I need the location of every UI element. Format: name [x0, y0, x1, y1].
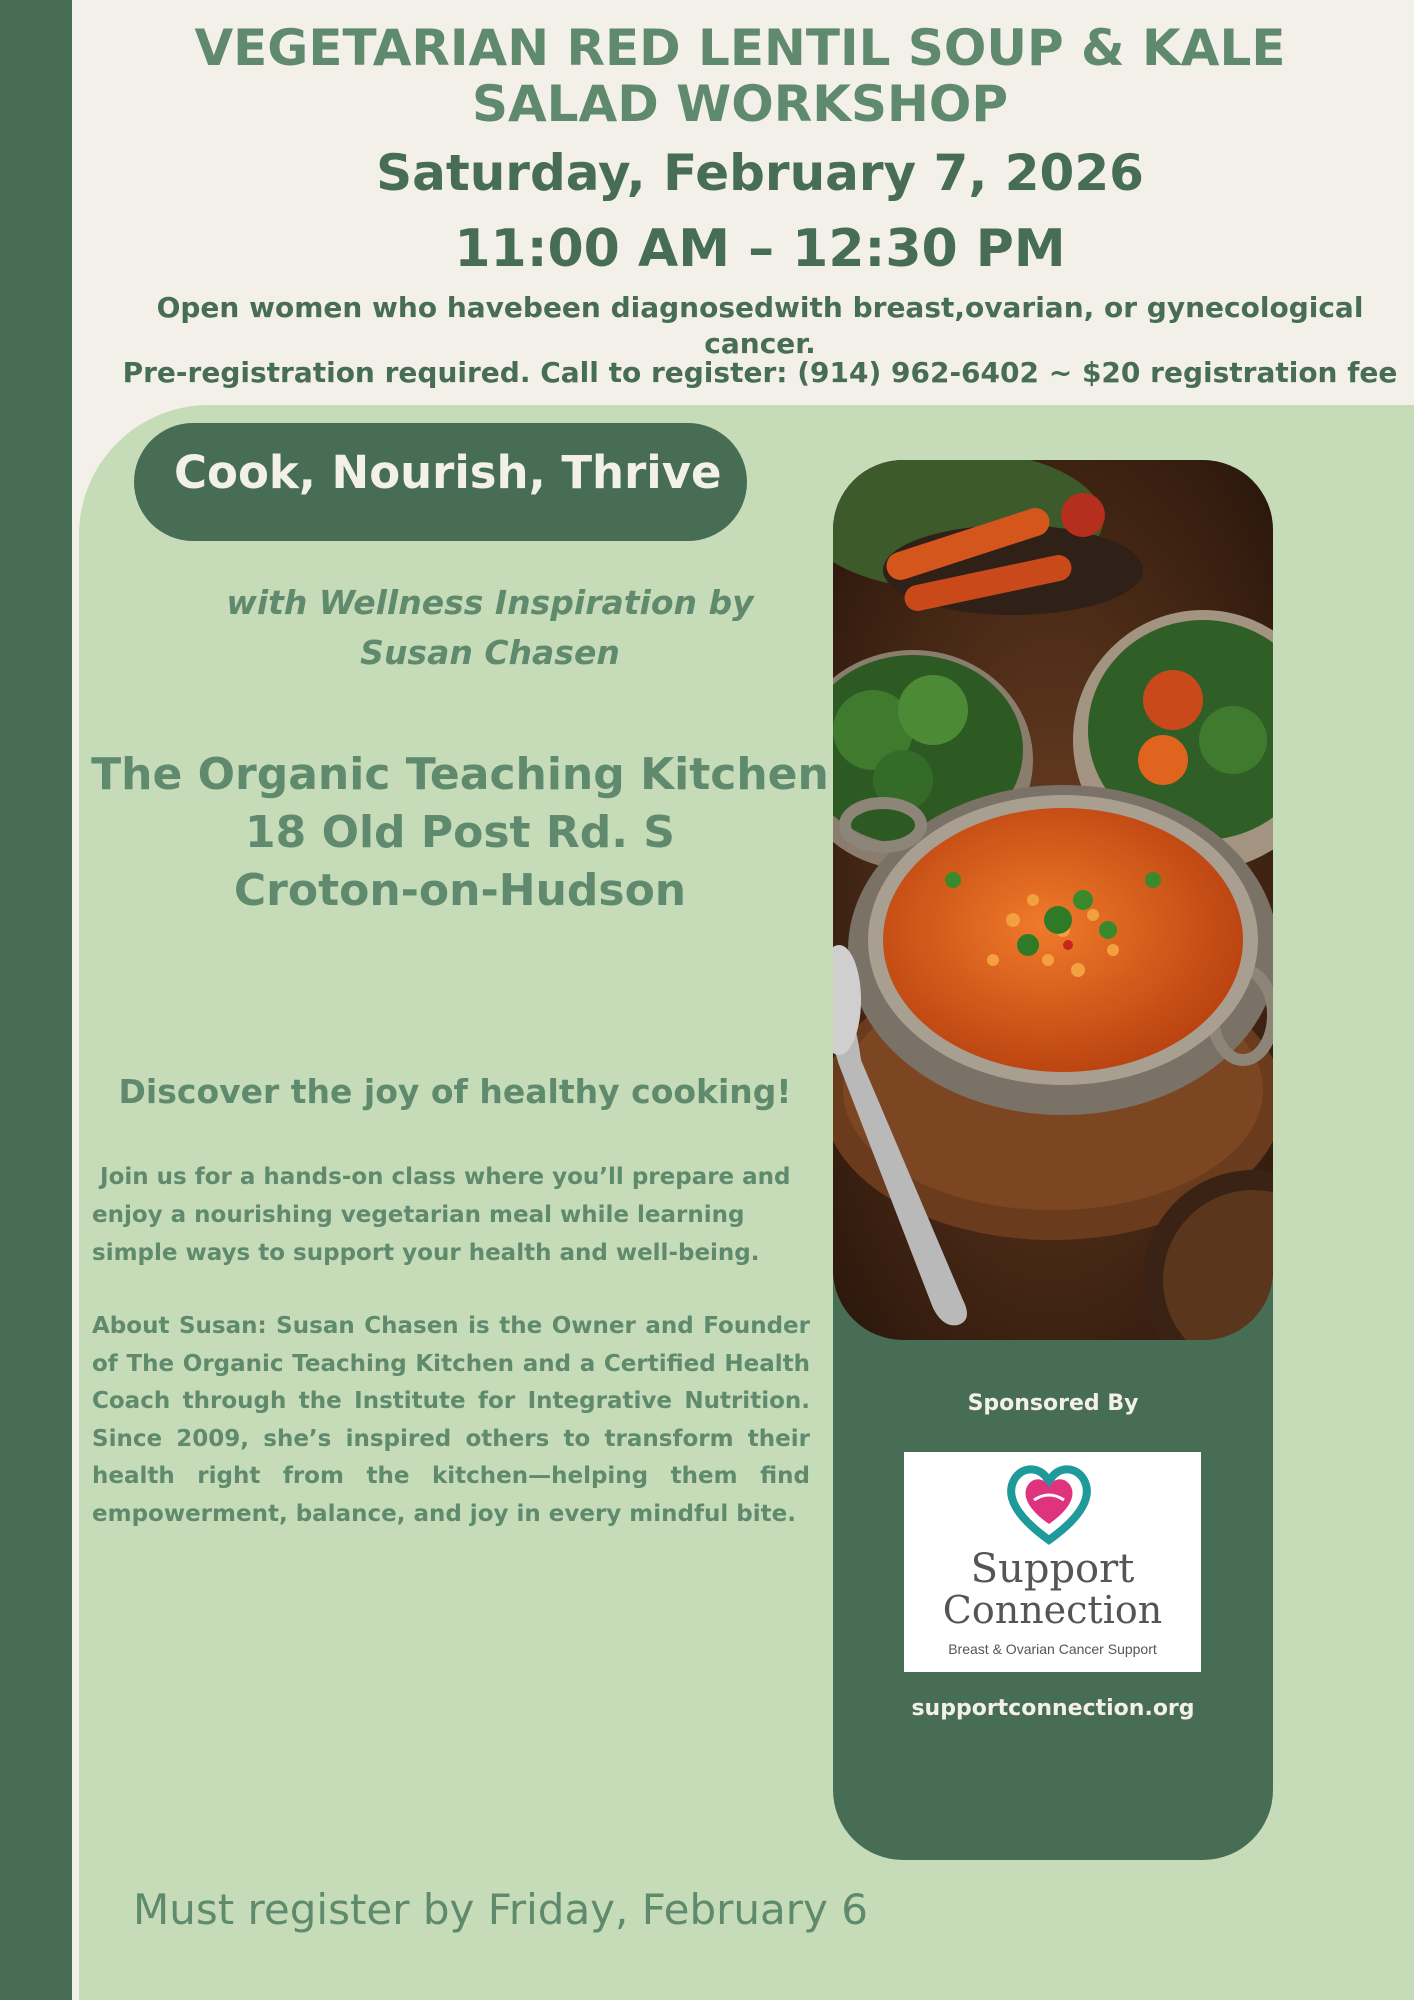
sponsored-by-label: Sponsored By: [967, 1391, 1139, 1416]
logo-word-support: Support: [970, 1546, 1135, 1592]
venue-name: The Organic Teaching Kitchen: [91, 749, 829, 800]
eligibility-text: Open women who havebeen diagnosedwith breast,ovarian, or gynecological cancer.: [156, 291, 1364, 360]
venue-street: 18 Old Post Rd. S: [245, 807, 675, 858]
tagline: Cook, Nourish, Thrive: [174, 446, 722, 499]
intro-text: Join us for a hands-on class where you’ll prepare and enjoy a nourishing vegetarian meal while learning simple ways to support your health and well-being.: [92, 1164, 791, 1266]
venue-address: [90, 746, 830, 920]
left-accent-bar: [0, 0, 72, 2000]
workshop-title: VEGETARIAN RED LENTIL SOUP & KALE SALAD WORKSHOP: [194, 19, 1286, 133]
logo-word-connection: Connection: [942, 1588, 1163, 1632]
sponsor-website-link[interactable]: supportconnection.org: [911, 1696, 1195, 1721]
sponsor-logo[interactable]: [904, 1452, 1201, 1672]
discover-heading: Discover the joy of healthy cooking!: [118, 1072, 792, 1111]
workshop-time: 11:00 AM – 12:30 PM: [454, 219, 1066, 279]
logo-tagline: Breast & Ovarian Cancer Support: [948, 1641, 1157, 1657]
heart-logo-icon: [1004, 1460, 1094, 1546]
intro-paragraph: [92, 1158, 812, 1272]
presenter-name: Susan Chasen: [360, 633, 620, 672]
inspiration-line: with Wellness Inspiration by: [226, 583, 754, 622]
inspiration-credit: [160, 578, 820, 678]
preregistration-text: Pre-registration required. Call to register: (914) 962-6402 ~ $20 registration fee: [122, 356, 1398, 389]
venue-town: Croton-on-Hudson: [233, 865, 687, 916]
about-paragraph: About Susan: Susan Chasen is the Owner and Founder of The Organic Teaching Kitchen and a Certified Health Coach through the Institute for Integrative Nutrition. Since 2009, she’s inspired others to transform their health right from the kitchen—helping them find empowerment, balance, and joy in every mindful bite.: [92, 1313, 810, 1527]
workshop-date: Saturday, February 7, 2026: [376, 144, 1144, 202]
lentil-soup-photo-icon: [833, 460, 1273, 1340]
registration-deadline: Must register by Friday, February 6: [133, 1885, 868, 1934]
